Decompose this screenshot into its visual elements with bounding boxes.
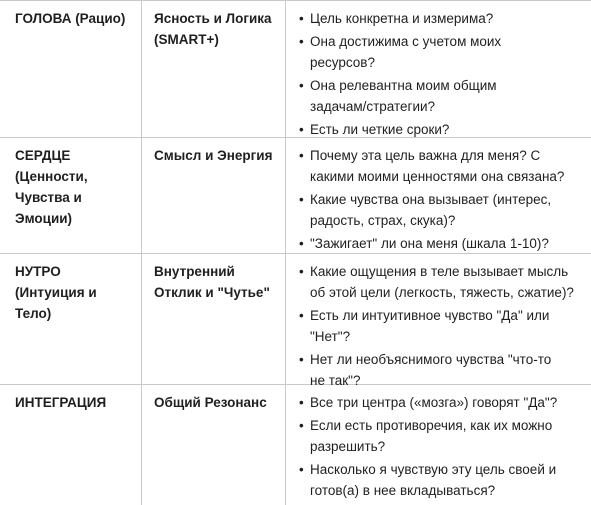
question-item: • Все три центра («мозга») говорят "Да"?: [299, 392, 587, 413]
questions-cell: [286, 254, 591, 388]
question-item: • Какие чувства она вызывает (интерес, радость, страх, скука)?: [299, 189, 587, 231]
center-cell: ГОЛОВА (Рацио): [0, 1, 142, 137]
question-item: • Если есть противоречия, как их можно разрешить?: [299, 415, 587, 457]
questions-list: [299, 392, 587, 501]
question-item: • "Зажигает" ли она меня (шкала 1-10)?: [299, 233, 587, 254]
aspect-cell: Смысл и Энергия: [142, 138, 286, 253]
question-item: • Она достижима с учетом моих ресурсов?: [299, 31, 587, 73]
question-item: • Она релевантна моим общим задачам/стратегии?: [299, 75, 587, 117]
center-cell: СЕРДЦЕ (Ценности, Чувства и Эмоции): [0, 138, 142, 253]
table-row-gut: [0, 254, 591, 388]
question-item: • Цель конкретна и измерима?: [299, 8, 587, 29]
center-cell: НУТРО (Интуиция и Тело): [0, 254, 142, 384]
questions-cell: [286, 138, 591, 253]
question-item: • Нет ли необъяснимого чувства "что-то не так"?: [299, 349, 587, 391]
questions-list: [299, 261, 587, 391]
question-item: • Почему эта цель важна для меня? С какими моими ценностями она связана?: [299, 145, 587, 187]
table-row-heart: [0, 138, 591, 254]
questions-cell: [286, 1, 591, 137]
center-cell: ИНТЕГРАЦИЯ: [0, 385, 142, 505]
aspect-cell: Ясность и Логика (SMART+): [142, 1, 286, 137]
aspect-cell: Внутренний Отклик и "Чутье": [142, 254, 286, 384]
table-row-head: [0, 1, 591, 138]
question-item: • Есть ли четкие сроки?: [299, 119, 587, 140]
aspect-cell: Общий Резонанс: [142, 385, 286, 505]
question-item: • Насколько я чувствую эту цель своей и готов(а) в нее вкладываться?: [299, 459, 587, 501]
table-row-integration: [0, 385, 591, 505]
question-item: • Какие ощущения в теле вызывает мысль об этой цели (легкость, тяжесть, сжатие)?: [299, 261, 587, 303]
questions-list: [299, 145, 587, 254]
questions-cell: [286, 385, 591, 505]
questions-list: [299, 8, 587, 140]
question-item: • Есть ли интуитивное чувство "Да" или "Нет"?: [299, 305, 587, 347]
